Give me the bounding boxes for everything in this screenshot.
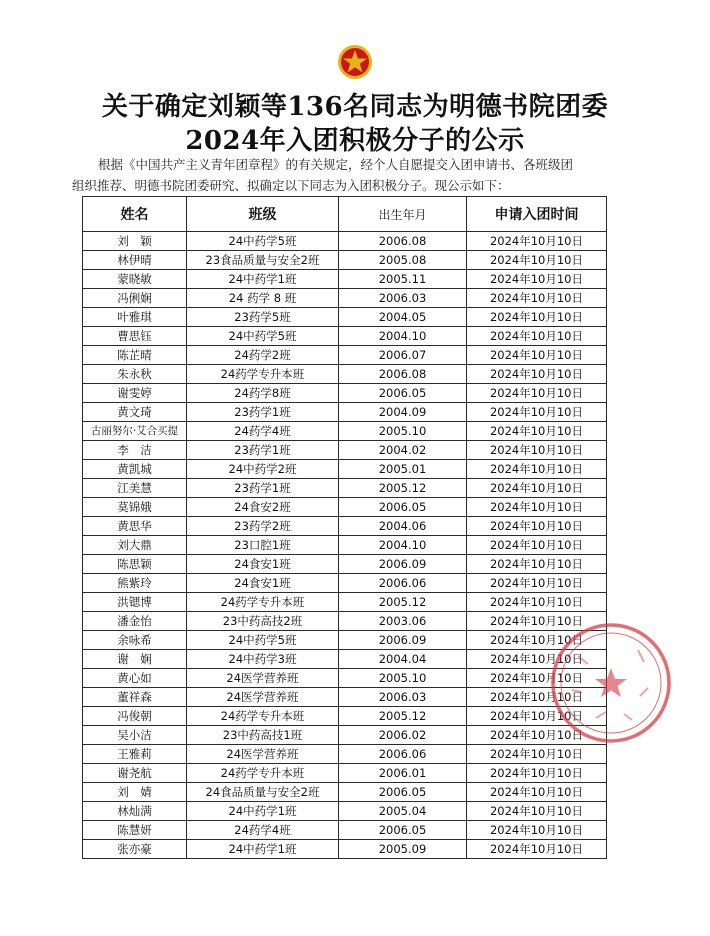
apply-date-cell: 2024年10月10日 — [467, 346, 607, 365]
name-cell: 董祥森 — [83, 688, 187, 707]
class-cell: 24药学专升本班 — [187, 764, 339, 783]
apply-date-cell: 2024年10月10日 — [467, 384, 607, 403]
table-row — [83, 251, 607, 270]
activist-roster-table — [82, 196, 607, 859]
name-cell: 谢 娴 — [83, 650, 187, 669]
class-cell: 24医学营养班 — [187, 688, 339, 707]
class-cell: 24药学4班 — [187, 821, 339, 840]
apply-date-cell: 2024年10月10日 — [467, 289, 607, 308]
class-cell: 24中药学5班 — [187, 631, 339, 650]
apply-date-cell: 2024年10月10日 — [467, 251, 607, 270]
table-row — [83, 460, 607, 479]
document-title-line-2: 2024年入团积极分子的公示 — [185, 126, 525, 156]
table-row — [83, 403, 607, 422]
table-row — [83, 346, 607, 365]
intro-paragraph-line-2: 组织推荐、明德书院团委研究、拟确定以下同志为入团积极分子。现公示如下： — [72, 178, 510, 193]
class-cell: 24药学2班 — [187, 346, 339, 365]
class-cell: 24药学专升本班 — [187, 365, 339, 384]
apply-date-cell: 2024年10月10日 — [467, 764, 607, 783]
table-row — [83, 650, 607, 669]
table-body — [83, 232, 607, 859]
name-cell: 余咏希 — [83, 631, 187, 650]
table-row — [83, 498, 607, 517]
name-cell: 林灿满 — [83, 802, 187, 821]
apply-date-cell: 2024年10月10日 — [467, 802, 607, 821]
apply-date-cell: 2024年10月10日 — [467, 783, 607, 802]
birth-cell: 2005.12 — [339, 707, 467, 726]
name-cell: 熊紫玲 — [83, 574, 187, 593]
birth-cell: 2005.01 — [339, 460, 467, 479]
name-cell: 黄心如 — [83, 669, 187, 688]
apply-date-cell: 2024年10月10日 — [467, 688, 607, 707]
birth-cell: 2005.04 — [339, 802, 467, 821]
apply-date-cell: 2024年10月10日 — [467, 593, 607, 612]
table-row — [83, 384, 607, 403]
class-cell: 23药学1班 — [187, 441, 339, 460]
birth-cell: 2004.05 — [339, 308, 467, 327]
class-cell: 24中药学1班 — [187, 802, 339, 821]
table-row — [83, 517, 607, 536]
class-cell: 23药学5班 — [187, 308, 339, 327]
table-row — [83, 821, 607, 840]
name-cell: 刘 婧 — [83, 783, 187, 802]
class-cell: 23中药高技2班 — [187, 612, 339, 631]
apply-date-cell: 2024年10月10日 — [467, 574, 607, 593]
table-row — [83, 441, 607, 460]
name-cell: 洪锶博 — [83, 593, 187, 612]
class-cell: 24 药学 8 班 — [187, 289, 339, 308]
apply-date-cell: 2024年10月10日 — [467, 745, 607, 764]
apply-date-cell: 2024年10月10日 — [467, 821, 607, 840]
birth-cell: 2005.08 — [339, 251, 467, 270]
apply-date-cell: 2024年10月10日 — [467, 840, 607, 859]
birth-cell: 2004.06 — [339, 517, 467, 536]
class-cell: 23中药高技1班 — [187, 726, 339, 745]
name-cell: 冯俐娴 — [83, 289, 187, 308]
class-cell: 23药学1班 — [187, 479, 339, 498]
apply-date-cell: 2024年10月10日 — [467, 726, 607, 745]
birth-cell: 2006.05 — [339, 783, 467, 802]
birth-cell: 2004.04 — [339, 650, 467, 669]
apply-date-cell: 2024年10月10日 — [467, 327, 607, 346]
birth-cell: 2006.05 — [339, 384, 467, 403]
birth-cell: 2003.06 — [339, 612, 467, 631]
class-cell: 24中药学2班 — [187, 460, 339, 479]
class-cell: 24食品质量与安全2班 — [187, 783, 339, 802]
name-cell: 黄思华 — [83, 517, 187, 536]
intro-paragraph-line-1: 根据《中国共产主义青年团章程》的有关规定，经个人自愿提交入团申请书、各班级团 — [98, 157, 574, 172]
table-row — [83, 536, 607, 555]
class-cell: 24药学专升本班 — [187, 707, 339, 726]
table-row — [83, 574, 607, 593]
table-row — [83, 612, 607, 631]
name-cell: 王雅莉 — [83, 745, 187, 764]
table-row — [83, 422, 607, 441]
table-row — [83, 327, 607, 346]
table-row — [83, 270, 607, 289]
table-row — [83, 593, 607, 612]
name-cell: 潘金怡 — [83, 612, 187, 631]
name-cell: 曹思钰 — [83, 327, 187, 346]
document-title-line-1: 关于确定刘颖等136名同志为明德书院团委 — [101, 92, 609, 122]
apply-date-cell: 2024年10月10日 — [467, 650, 607, 669]
name-cell: 陈思颖 — [83, 555, 187, 574]
table-row — [83, 479, 607, 498]
apply-date-cell: 2024年10月10日 — [467, 308, 607, 327]
name-cell: 朱永秋 — [83, 365, 187, 384]
table-row — [83, 840, 607, 859]
birth-cell: 2005.10 — [339, 422, 467, 441]
birth-cell: 2005.09 — [339, 840, 467, 859]
class-cell: 24医学营养班 — [187, 669, 339, 688]
class-cell: 24中药学5班 — [187, 232, 339, 251]
header-birth: 出生年月 — [339, 197, 467, 232]
birth-cell: 2006.08 — [339, 232, 467, 251]
name-cell: 张亦豪 — [83, 840, 187, 859]
table-row — [83, 745, 607, 764]
apply-date-cell: 2024年10月10日 — [467, 403, 607, 422]
name-cell: 莫锦娥 — [83, 498, 187, 517]
name-cell: 谢雯婷 — [83, 384, 187, 403]
apply-date-cell: 2024年10月10日 — [467, 536, 607, 555]
birth-cell: 2006.07 — [339, 346, 467, 365]
name-cell: 谢尧航 — [83, 764, 187, 783]
birth-cell: 2006.05 — [339, 821, 467, 840]
class-cell: 23食品质量与安全2班 — [187, 251, 339, 270]
table-row — [83, 688, 607, 707]
class-cell: 24中药学1班 — [187, 270, 339, 289]
name-cell: 刘 颖 — [83, 232, 187, 251]
name-cell: 陈芷晴 — [83, 346, 187, 365]
birth-cell: 2006.08 — [339, 365, 467, 384]
class-cell: 24药学4班 — [187, 422, 339, 441]
name-cell: 李 洁 — [83, 441, 187, 460]
class-cell: 23口腔1班 — [187, 536, 339, 555]
birth-cell: 2006.09 — [339, 631, 467, 650]
birth-cell: 2005.10 — [339, 669, 467, 688]
table-row — [83, 308, 607, 327]
birth-cell: 2006.03 — [339, 289, 467, 308]
apply-date-cell: 2024年10月10日 — [467, 517, 607, 536]
header-apply-date: 申请入团时间 — [467, 197, 607, 232]
birth-cell: 2005.12 — [339, 479, 467, 498]
class-cell: 24药学8班 — [187, 384, 339, 403]
apply-date-cell: 2024年10月10日 — [467, 498, 607, 517]
table-row — [83, 802, 607, 821]
class-cell: 24中药学3班 — [187, 650, 339, 669]
name-cell: 陈慧妍 — [83, 821, 187, 840]
table-row — [83, 555, 607, 574]
name-cell: 刘大鼎 — [83, 536, 187, 555]
name-cell: 冯俊朝 — [83, 707, 187, 726]
class-cell: 24食安2班 — [187, 498, 339, 517]
name-cell: 吴小洁 — [83, 726, 187, 745]
birth-cell: 2004.02 — [339, 441, 467, 460]
birth-cell: 2005.12 — [339, 593, 467, 612]
apply-date-cell: 2024年10月10日 — [467, 479, 607, 498]
name-cell: 古丽努尔·艾合买提 — [83, 422, 187, 441]
class-cell: 24药学专升本班 — [187, 593, 339, 612]
apply-date-cell: 2024年10月10日 — [467, 422, 607, 441]
apply-date-cell: 2024年10月10日 — [467, 707, 607, 726]
apply-date-cell: 2024年10月10日 — [467, 270, 607, 289]
table-row — [83, 783, 607, 802]
name-cell: 叶雅琪 — [83, 308, 187, 327]
class-cell: 24食安1班 — [187, 555, 339, 574]
apply-date-cell: 2024年10月10日 — [467, 669, 607, 688]
birth-cell: 2006.01 — [339, 764, 467, 783]
class-cell: 24中药学1班 — [187, 840, 339, 859]
apply-date-cell: 2024年10月10日 — [467, 631, 607, 650]
name-cell: 林伊晴 — [83, 251, 187, 270]
youth-league-emblem-icon — [337, 44, 373, 80]
class-cell: 23药学1班 — [187, 403, 339, 422]
table-row — [83, 669, 607, 688]
birth-cell: 2006.06 — [339, 745, 467, 764]
birth-cell: 2006.02 — [339, 726, 467, 745]
table-row — [83, 289, 607, 308]
table-header-row — [83, 197, 607, 232]
birth-cell: 2006.06 — [339, 574, 467, 593]
table-row — [83, 707, 607, 726]
table-row — [83, 631, 607, 650]
apply-date-cell: 2024年10月10日 — [467, 232, 607, 251]
apply-date-cell: 2024年10月10日 — [467, 441, 607, 460]
header-name: 姓名 — [83, 197, 187, 232]
name-cell: 黄凯城 — [83, 460, 187, 479]
apply-date-cell: 2024年10月10日 — [467, 612, 607, 631]
table-row — [83, 232, 607, 251]
birth-cell: 2006.09 — [339, 555, 467, 574]
table-row — [83, 726, 607, 745]
birth-cell: 2004.10 — [339, 536, 467, 555]
birth-cell: 2006.03 — [339, 688, 467, 707]
table-row — [83, 764, 607, 783]
apply-date-cell: 2024年10月10日 — [467, 365, 607, 384]
class-cell: 24食安1班 — [187, 574, 339, 593]
name-cell: 江美慧 — [83, 479, 187, 498]
name-cell: 黄文琦 — [83, 403, 187, 422]
birth-cell: 2004.09 — [339, 403, 467, 422]
apply-date-cell: 2024年10月10日 — [467, 460, 607, 479]
class-cell: 23药学2班 — [187, 517, 339, 536]
birth-cell: 2005.11 — [339, 270, 467, 289]
class-cell: 24医学营养班 — [187, 745, 339, 764]
header-class: 班级 — [187, 197, 339, 232]
class-cell: 24中药学5班 — [187, 327, 339, 346]
table-row — [83, 365, 607, 384]
name-cell: 蒙晓敏 — [83, 270, 187, 289]
apply-date-cell: 2024年10月10日 — [467, 555, 607, 574]
birth-cell: 2006.05 — [339, 498, 467, 517]
birth-cell: 2004.10 — [339, 327, 467, 346]
